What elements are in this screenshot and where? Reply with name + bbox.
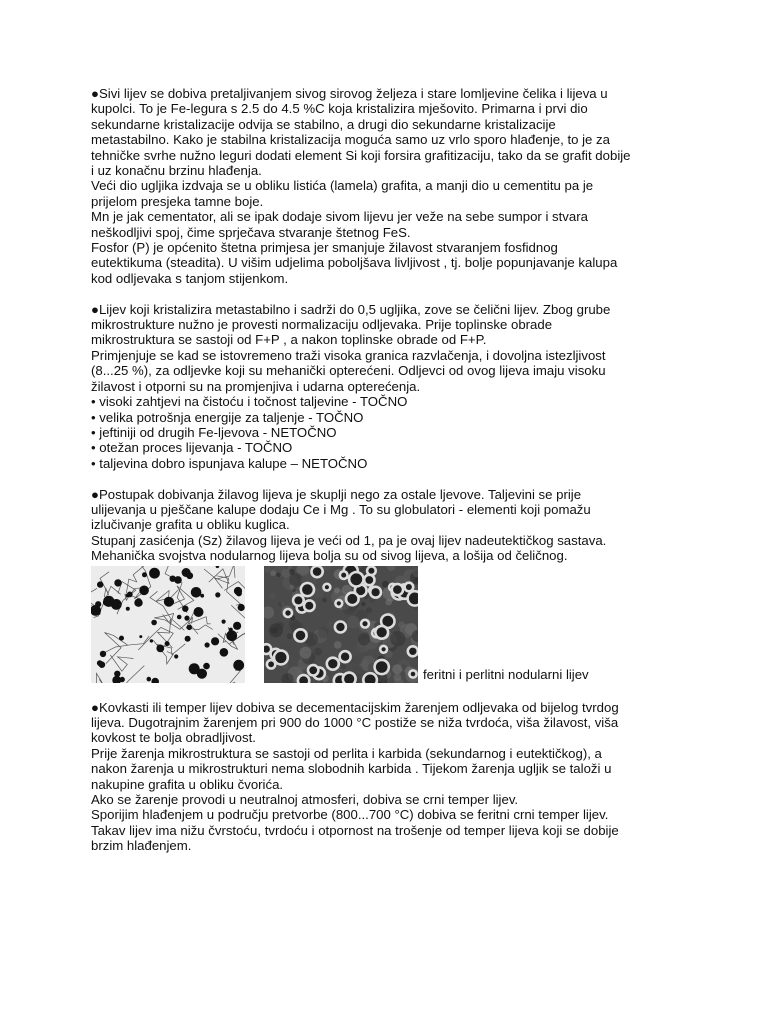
graphite-nodule bbox=[99, 661, 106, 668]
graphite-nodule bbox=[177, 614, 182, 619]
graphite-nodule bbox=[187, 624, 192, 629]
pearlite-texture bbox=[393, 673, 401, 681]
pearlite-texture bbox=[382, 597, 386, 601]
graphite-nodule bbox=[182, 605, 188, 611]
pearlite-texture bbox=[314, 647, 322, 655]
graphite-nodule bbox=[233, 659, 244, 670]
graphite-nodule bbox=[341, 652, 349, 660]
text-line: kod odljevaka s tanjom stijenkom. bbox=[91, 270, 289, 286]
graphite-nodule bbox=[336, 622, 344, 630]
bullet-item: • otežan proces lijevanja - TOČNO bbox=[91, 440, 293, 456]
graphite-nodule bbox=[313, 567, 322, 576]
graphite-nodule bbox=[127, 591, 133, 597]
pearlite-texture bbox=[327, 621, 333, 627]
graphite-nodule bbox=[382, 647, 386, 651]
graphite-nodule bbox=[194, 607, 204, 617]
text-line: ●Sivi lijev se dobiva pretaljivanjem sivog sirovog željeza i stare lomljevine čelika i lijeva u bbox=[91, 86, 608, 101]
graphite-nodule bbox=[139, 635, 142, 638]
pearlite-texture bbox=[300, 646, 312, 658]
text-line: Mehanička svojstva nodularnog lijeva bolja su od sivog lijeva, a lošija od čeličnog. bbox=[91, 548, 568, 564]
graphite-nodule bbox=[191, 587, 202, 598]
graphite-nodule bbox=[184, 615, 189, 620]
graphite-nodule bbox=[362, 621, 367, 626]
graphite-nodule bbox=[119, 635, 124, 640]
graphite-nodule bbox=[233, 621, 241, 629]
graphite-nodule bbox=[139, 585, 149, 595]
text-line: (8...25 %), za odljevke koji su mehanički opterećeni. Odljevci od ovog lijeva imaju visoku bbox=[91, 363, 606, 379]
pearlite-texture bbox=[264, 566, 270, 572]
microstructure-figure bbox=[91, 566, 691, 684]
graphite-nodule bbox=[156, 644, 164, 652]
text-line: Primjenjuje se kad se istovremeno traži visoka granica razvlačenja, i dovoljna istezljivost bbox=[91, 347, 606, 363]
graphite-nodule bbox=[185, 635, 191, 641]
graphite-nodule bbox=[103, 599, 110, 606]
graphite-nodule bbox=[341, 572, 346, 577]
text-line: nakupine grafita u obliku čvorića. bbox=[91, 776, 284, 792]
graphite-nodule bbox=[205, 642, 210, 647]
bullet-item: • jeftiniji od drugih Fe-ljevova - NETOČNO bbox=[91, 424, 337, 440]
text-line: nakon žarenja u mikrostrukturi nema slobodnih karbida . Tijekom žarenja ugljik se taloži u bbox=[91, 761, 612, 777]
graphite-nodule bbox=[268, 661, 274, 667]
figure-caption: feritni i perlitni nodularni lijev bbox=[423, 666, 589, 682]
pearlite-texture bbox=[271, 627, 278, 634]
graphite-nodule bbox=[97, 611, 101, 615]
graphite-nodule bbox=[294, 596, 302, 604]
text-line: mikrostrukture nužno je provesti normalizaciju odljevaka. Prije toplinske obrade bbox=[91, 317, 553, 333]
text-line: Ako se žarenje provodi u neutralnoj atmosferi, dobiva se crni temper lijev. bbox=[91, 792, 519, 807]
graphite-nodule bbox=[151, 619, 157, 625]
text-line: metastabilno. Kako je stabilna kristalizacija moguća samo uz vrlo sporo hlađenje, to je za bbox=[91, 132, 610, 148]
graphite-nodule bbox=[134, 598, 142, 606]
graphite-nodule bbox=[372, 588, 380, 596]
graphite-nodule bbox=[226, 630, 237, 641]
pearlite-texture bbox=[322, 597, 327, 602]
pearlite-texture bbox=[347, 615, 360, 628]
pearlite-texture bbox=[392, 664, 402, 674]
text-line: ●Lijev koji kristalizira metastabilno i sadrži do 0,5 ugljika, zove se čelični lijev. Zbog grube bbox=[91, 301, 611, 317]
text-line: i uz konačnu brzinu hlađenja. bbox=[91, 163, 262, 179]
graphite-nodule bbox=[126, 606, 130, 610]
text-line: brzim hlađenjem. bbox=[91, 838, 192, 854]
ductile-iron-paragraph bbox=[91, 487, 691, 564]
text-line: žilavost i otporni su na promjenjiva i udarna opterećenja. bbox=[91, 378, 421, 394]
graphite-nodule bbox=[393, 585, 402, 594]
pearlite-texture bbox=[282, 568, 291, 577]
graphite-nodule bbox=[95, 601, 101, 607]
graphite-nodule bbox=[150, 639, 153, 642]
graphite-nodule bbox=[305, 601, 313, 609]
text-line: sekundarne kristalizacije odvija se stabilno, a drugi dio sekundarne kristalizacije bbox=[91, 116, 556, 132]
text-line: kupolci. To je Fe-legura s 2.5 do 4.5 %C koja kristalizira mješovito. Primarna i prvi dio bbox=[91, 101, 588, 117]
graphite-nodule bbox=[197, 668, 207, 678]
graphite-nodule bbox=[182, 568, 191, 577]
text-line: eutektikuma (steadita). U višim udjelima poboljšava livljivost , tj. bolje popunjavanje kalupa bbox=[91, 255, 618, 271]
text-line: Prije žarenja mikrostruktura se sastoji od perlita i karbida (sekundarnog i eutektičkog), a bbox=[91, 745, 602, 761]
pearlite-texture bbox=[334, 641, 342, 649]
graphite-nodule bbox=[302, 584, 313, 595]
text-line: Takav lijev ima nižu čvrstoću, tvrdoću i otpornost na trošenje od temper lijeva koji se dobije bbox=[91, 822, 619, 838]
bullet-item: • taljevina dobro ispunjava kalupe – NETOČNO bbox=[91, 455, 368, 471]
text-line: kovkost te bolja obradljivost. bbox=[91, 730, 256, 746]
text-line: tehničke svrhe nužno leguri dodati element Si koji forsira grafitizaciju, tako da se grafit dobije bbox=[91, 147, 631, 163]
pearlite-texture bbox=[361, 601, 365, 605]
pearlite-texture bbox=[276, 572, 281, 577]
text-line: Stupanj zasićenja (Sz) žilavog lijeva je veći od 1, pa je ovaj lijev nadeutektičkog sastava. bbox=[91, 532, 607, 548]
text-line: neškodljivi spoj, čime sprječava stvaranje štetnog FeS. bbox=[91, 224, 411, 240]
graphite-nodule bbox=[111, 599, 122, 610]
text-line: lijeva. Dugotrajnim žarenjem pri 900 do 1000 °C postiže se niža tvrdoća, viša žilavost, viša bbox=[91, 714, 619, 730]
pearlite-texture bbox=[287, 633, 293, 639]
text-line: Veći dio ugljika izdvaja se u obliku listića (lamela) grafita, a manji dio u cementitu pa je bbox=[91, 178, 594, 194]
text-line: prijelom presjeka tamne boje. bbox=[91, 193, 264, 209]
graphite-nodule bbox=[234, 586, 242, 594]
text-line: Fosfor (P) je općenito štetna primjesa jer smanjuje žilavost stvaranjem fosfidnog bbox=[91, 240, 558, 256]
graphite-nodule bbox=[376, 661, 388, 673]
graphite-nodule bbox=[365, 576, 373, 584]
graphite-nodule bbox=[100, 650, 106, 656]
pearlite-texture bbox=[270, 570, 276, 576]
bullet-item: • visoki zahtjevi na čistoću i točnost taljevine - TOČNO bbox=[91, 394, 408, 410]
pearlite-texture bbox=[334, 587, 340, 593]
text-line: ●Kovkasti ili temper lijev dobiva se decementacijskim žarenjem odljevaka od bijelog tvrdog bbox=[91, 699, 619, 715]
text-line: Mn je jak cementator, ali se ipak dodaje sivom lijevu jer veže na sebe sumpor i stvara bbox=[91, 209, 588, 225]
text-line: mikrostruktura se sastoji od F+P , a nakon toplinske obrade od F+P. bbox=[91, 332, 487, 348]
graphite-nodule bbox=[229, 627, 233, 631]
graphite-nodule bbox=[309, 666, 317, 674]
graphite-nodule bbox=[203, 662, 210, 669]
graphite-nodule bbox=[285, 610, 290, 615]
graphite-nodule bbox=[149, 567, 160, 578]
graphite-nodule bbox=[328, 659, 337, 668]
graphite-nodule bbox=[164, 596, 174, 606]
graphite-nodule bbox=[165, 641, 170, 646]
graphite-nodule bbox=[215, 592, 220, 597]
graphite-nodule bbox=[368, 567, 374, 573]
graphite-nodule bbox=[142, 572, 147, 577]
cast-steel-paragraph bbox=[91, 302, 691, 471]
graphite-nodule bbox=[222, 619, 226, 623]
graphite-nodule bbox=[114, 579, 121, 586]
graphite-nodule bbox=[97, 581, 103, 587]
graphite-nodule bbox=[174, 654, 178, 658]
bullet-item: • velika potrošnja energije za taljenje - TOČNO bbox=[91, 409, 364, 425]
graphite-nodule bbox=[296, 630, 306, 640]
micrograph-background bbox=[91, 566, 245, 683]
graphite-nodule bbox=[147, 676, 152, 681]
graphite-nodule bbox=[220, 648, 229, 657]
graphite-nodule bbox=[211, 637, 219, 645]
grey-cast-iron-paragraph bbox=[91, 86, 691, 286]
graphite-nodule bbox=[350, 573, 362, 585]
pearlite-texture bbox=[398, 621, 405, 628]
pearlite-texture bbox=[290, 584, 294, 588]
pearlite-texture bbox=[312, 610, 320, 618]
graphite-nodule bbox=[377, 627, 387, 637]
malleable-iron-paragraph bbox=[91, 700, 691, 854]
graphite-nodule bbox=[406, 584, 412, 590]
graphite-nodule bbox=[347, 593, 357, 603]
graphite-nodule bbox=[114, 670, 120, 676]
graphite-nodule bbox=[409, 647, 416, 654]
pearlitic-nodular-micrograph bbox=[264, 566, 418, 683]
ferritic-nodular-micrograph bbox=[91, 566, 245, 683]
pearlite-texture bbox=[366, 607, 372, 613]
text-line: ulijevanja u pješčane kalupe dodaju Ce i Mg . To su globulatori - elementi koji pomažu bbox=[91, 501, 591, 517]
pearlite-texture bbox=[341, 664, 346, 669]
graphite-nodule bbox=[411, 671, 416, 676]
text-line: izlučivanje grafita u obliku kuglica. bbox=[91, 517, 290, 533]
graphite-nodule bbox=[275, 651, 286, 662]
document-page bbox=[91, 86, 691, 854]
graphite-nodule bbox=[325, 585, 329, 589]
pearlite-texture bbox=[269, 592, 276, 599]
graphite-nodule bbox=[337, 601, 341, 605]
pearlite-texture bbox=[390, 631, 405, 646]
graphite-nodule bbox=[238, 603, 245, 610]
graphite-nodule bbox=[170, 575, 176, 581]
text-line: Sporijim hlađenjem u području pretvorbe (800...700 °C) dobiva se feritni crni temper lijev. bbox=[91, 807, 609, 823]
pearlite-texture bbox=[358, 633, 370, 645]
text-line: ●Postupak dobivanja žilavog lijeva je skuplji nego za ostale ljevove. Taljevini se prije bbox=[91, 486, 582, 502]
pearlite-texture bbox=[278, 602, 282, 606]
